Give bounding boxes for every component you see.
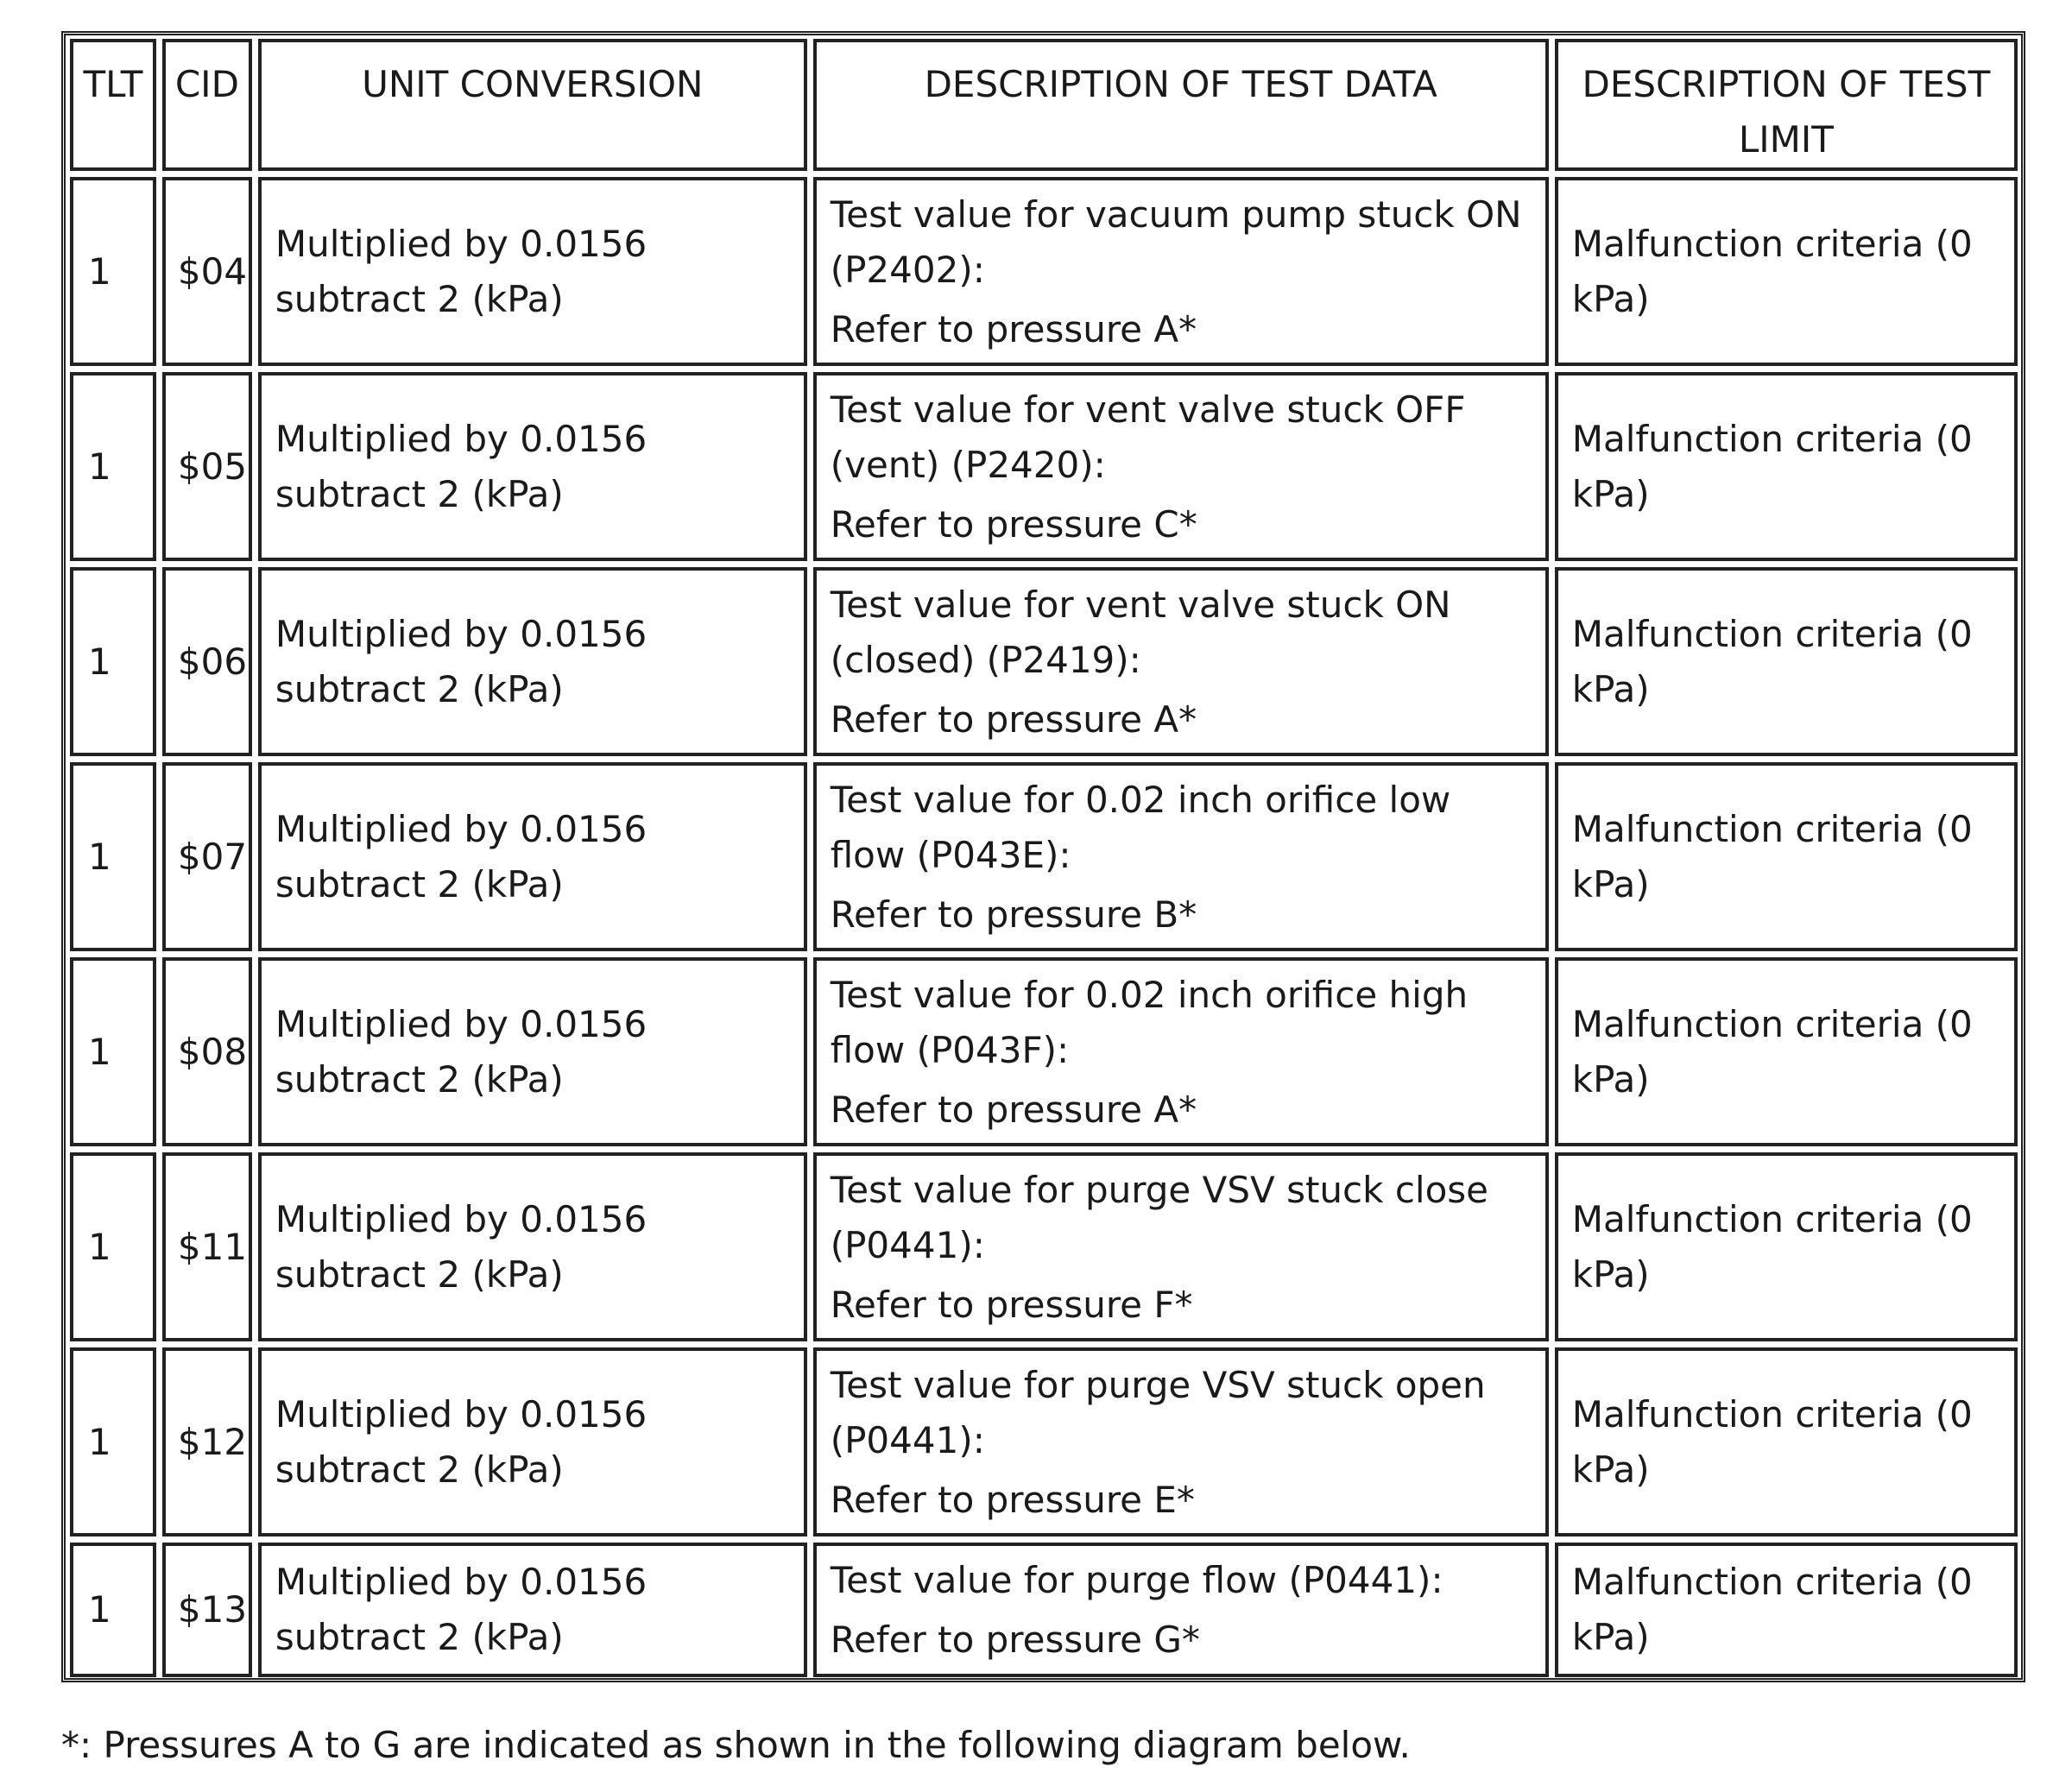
cell-test-limit: [1555, 1347, 2018, 1536]
test-limit-line2: kPa): [1571, 277, 1650, 320]
cell-test-data: [813, 1543, 1549, 1677]
test-limit-line2: kPa): [1571, 1448, 1650, 1491]
test-limit-line1: Malfunction criteria (0: [1571, 807, 1973, 850]
header-row: [70, 39, 2018, 171]
unit-conversion-line2: subtract 2 (kPa): [275, 667, 564, 710]
table-row: [70, 1152, 2018, 1341]
test-data-line1: Test value for 0.02 inch orifice high: [830, 974, 1469, 1016]
cell-tlt: 1: [70, 1543, 156, 1677]
test-limit-line1: Malfunction criteria (0: [1571, 1561, 1973, 1603]
test-data-line1: Test value for vacuum pump stuck ON: [830, 193, 1522, 236]
test-data-line2: flow (P043E):: [830, 834, 1071, 876]
test-limit-line1: Malfunction criteria (0: [1571, 417, 1973, 460]
test-data-line2: (vent) (P2420):: [830, 444, 1106, 486]
test-limit-line1: Malfunction criteria (0: [1571, 612, 1973, 655]
test-data-line3: Refer to pressure B*: [830, 893, 1197, 936]
test-data-table: [64, 33, 2024, 1683]
test-data-line2: (P0441):: [830, 1224, 985, 1266]
test-limit-line2: kPa): [1571, 1253, 1650, 1296]
cell-test-data: [813, 372, 1549, 561]
header-cid: CID: [162, 39, 252, 171]
unit-conversion-line1: Multiplied by 0.0156: [275, 222, 648, 265]
cell-unit-conversion: [258, 177, 807, 366]
cell-test-limit: [1555, 957, 2018, 1146]
cell-unit-conversion: [258, 567, 807, 756]
test-limit-line2: kPa): [1571, 1057, 1650, 1101]
test-limit-line1: Malfunction criteria (0: [1571, 1392, 1973, 1435]
cell-test-limit: [1555, 1543, 2018, 1677]
unit-conversion-line2: subtract 2 (kPa): [275, 1448, 564, 1491]
test-data-line2: Refer to pressure G*: [830, 1618, 1200, 1661]
test-data-line1: Test value for vent valve stuck OFF: [830, 388, 1466, 431]
cell-test-data: [813, 567, 1549, 756]
cell-cid: $06: [162, 567, 252, 756]
cell-cid: $12: [162, 1347, 252, 1536]
test-data-line2: (P0441):: [830, 1419, 985, 1461]
cell-tlt: 1: [70, 177, 156, 366]
cell-tlt: 1: [70, 957, 156, 1146]
table-row: [70, 177, 2018, 366]
unit-conversion-line2: subtract 2 (kPa): [275, 472, 564, 515]
cell-tlt: 1: [70, 1152, 156, 1341]
cell-unit-conversion: [258, 957, 807, 1146]
unit-conversion-line1: Multiplied by 0.0156: [275, 417, 648, 460]
cell-cid: $13: [162, 1543, 252, 1677]
table-row: [70, 957, 2018, 1146]
table-row: [70, 1543, 2018, 1677]
cell-test-limit: [1555, 372, 2018, 561]
table-row: [70, 372, 2018, 561]
unit-conversion-line1: Multiplied by 0.0156: [275, 807, 648, 850]
unit-conversion-line2: subtract 2 (kPa): [275, 1253, 564, 1296]
test-data-table-frame: [61, 31, 2025, 1682]
cell-tlt: 1: [70, 1347, 156, 1536]
cell-cid: $07: [162, 762, 252, 951]
test-limit-line2: kPa): [1571, 1616, 1650, 1658]
test-limit-line2: kPa): [1571, 472, 1650, 515]
test-limit-line2: kPa): [1571, 862, 1650, 905]
test-data-line3: Refer to pressure F*: [830, 1284, 1193, 1326]
unit-conversion-line2: subtract 2 (kPa): [275, 1057, 564, 1101]
cell-test-data: [813, 1347, 1549, 1536]
unit-conversion-line1: Multiplied by 0.0156: [275, 1392, 648, 1435]
test-data-line1: Test value for vent valve stuck ON: [830, 584, 1451, 626]
test-limit-line1: Malfunction criteria (0: [1571, 1197, 1973, 1240]
cell-cid: $08: [162, 957, 252, 1146]
cell-tlt: 1: [70, 372, 156, 561]
test-data-line1: Test value for 0.02 inch orifice low: [830, 779, 1451, 821]
test-data-line3: Refer to pressure E*: [830, 1479, 1195, 1521]
cell-cid: $04: [162, 177, 252, 366]
test-data-line3: Refer to pressure C*: [830, 503, 1197, 546]
test-data-line1: Test value for purge VSV stuck close: [830, 1169, 1488, 1211]
test-limit-line1: Malfunction criteria (0: [1571, 222, 1973, 265]
unit-conversion-line1: Multiplied by 0.0156: [275, 1002, 648, 1045]
cell-test-data: [813, 177, 1549, 366]
test-data-line2: (closed) (P2419):: [830, 639, 1141, 681]
table-row: [70, 1347, 2018, 1536]
test-data-line2: flow (P043F):: [830, 1029, 1070, 1071]
header-unit-conversion: UNIT CONVERSION: [258, 39, 807, 171]
table-row: [70, 762, 2018, 951]
table-row: [70, 567, 2018, 756]
cell-cid: $11: [162, 1152, 252, 1341]
cell-test-limit: [1555, 567, 2018, 756]
test-limit-line1: Malfunction criteria (0: [1571, 1002, 1973, 1045]
test-data-line2: (P2402):: [830, 249, 985, 291]
unit-conversion-line1: Multiplied by 0.0156: [275, 1561, 648, 1603]
cell-unit-conversion: [258, 762, 807, 951]
test-data-line1: Test value for purge VSV stuck open: [830, 1364, 1486, 1406]
cell-test-data: [813, 957, 1549, 1146]
cell-test-data: [813, 762, 1549, 951]
test-data-line3: Refer to pressure A*: [830, 1088, 1197, 1131]
unit-conversion-line2: subtract 2 (kPa): [275, 862, 564, 905]
cell-unit-conversion: [258, 1152, 807, 1341]
unit-conversion-line1: Multiplied by 0.0156: [275, 612, 648, 655]
header-tlt: TLT: [70, 39, 156, 171]
cell-unit-conversion: [258, 1347, 807, 1536]
header-test-data: DESCRIPTION OF TEST DATA: [813, 39, 1549, 171]
cell-cid: $05: [162, 372, 252, 561]
cell-unit-conversion: [258, 1543, 807, 1677]
header-test-limit-line1: DESCRIPTION OF TEST: [1582, 63, 1991, 105]
unit-conversion-line2: subtract 2 (kPa): [275, 277, 564, 320]
footnote: *: Pressures A to G are indicated as shown in the following diagram below.: [61, 1724, 1411, 1766]
header-test-limit-line2: LIMIT: [1738, 118, 1834, 161]
cell-tlt: 1: [70, 762, 156, 951]
cell-test-limit: [1555, 177, 2018, 366]
test-data-line3: Refer to pressure A*: [830, 698, 1197, 741]
cell-test-limit: [1555, 1152, 2018, 1341]
test-limit-line2: kPa): [1571, 667, 1650, 710]
header-test-limit: [1555, 39, 2018, 171]
test-data-line1: Test value for purge flow (P0441):: [830, 1559, 1443, 1601]
cell-unit-conversion: [258, 372, 807, 561]
unit-conversion-line2: subtract 2 (kPa): [275, 1616, 564, 1658]
cell-test-limit: [1555, 762, 2018, 951]
cell-tlt: 1: [70, 567, 156, 756]
unit-conversion-line1: Multiplied by 0.0156: [275, 1197, 648, 1240]
cell-test-data: [813, 1152, 1549, 1341]
test-data-line3: Refer to pressure A*: [830, 308, 1197, 350]
